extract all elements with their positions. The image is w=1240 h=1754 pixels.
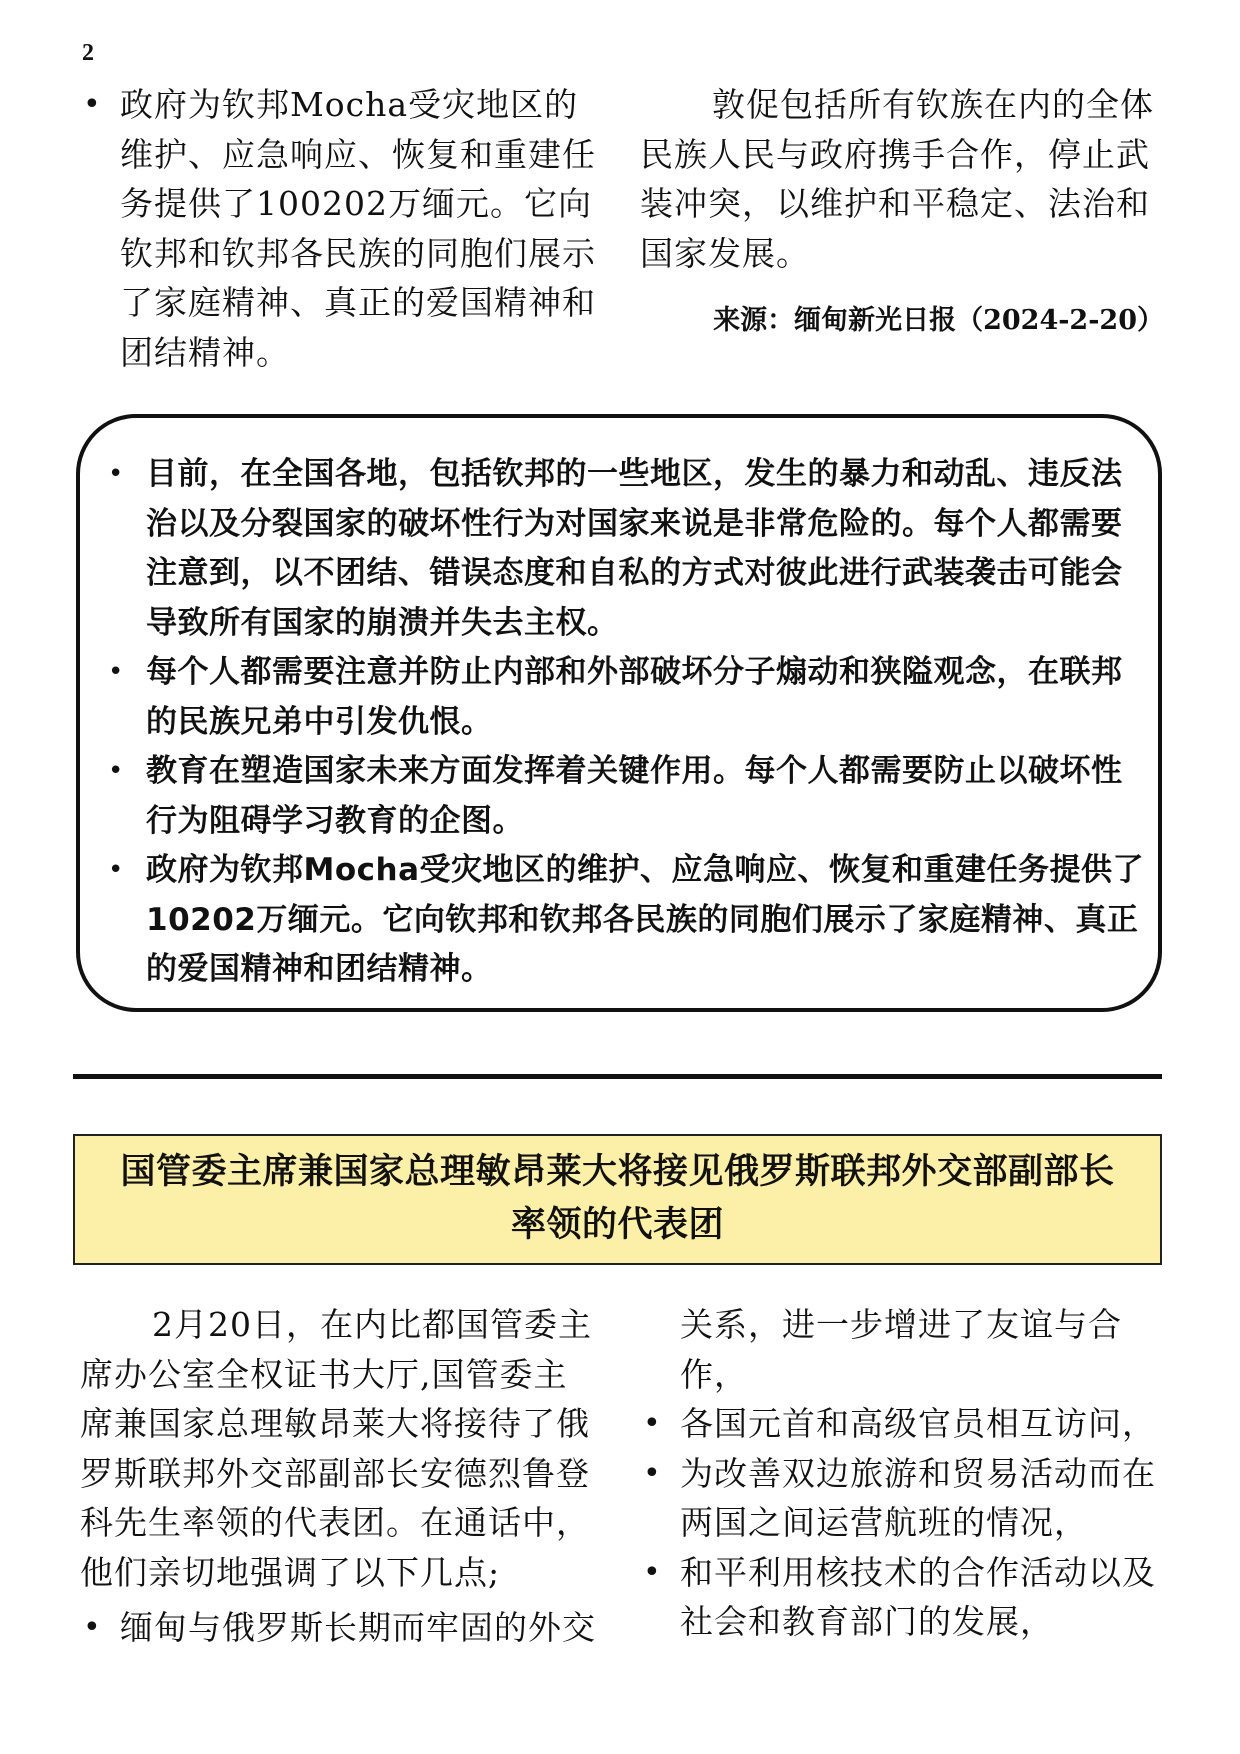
page-number: 2 — [82, 40, 94, 66]
headline-line-1: 国管委主席兼国家总理敏昂莱大将接见俄罗斯联邦外交部副部长 — [120, 1152, 1115, 1192]
bullet-icon: • — [108, 855, 124, 885]
source-citation: 来源：缅甸新光日报（2024-2-20） — [713, 305, 1164, 336]
top-left-column — [80, 80, 600, 377]
list-item — [80, 1603, 600, 1653]
bullet-icon: • — [108, 459, 124, 489]
bullet-icon: • — [83, 87, 102, 122]
headline-line-2: 率领的代表团 — [510, 1205, 724, 1245]
list-item — [104, 846, 1144, 995]
list-item-continuation: 关系，进一步增进了友谊与合作， — [680, 1305, 1122, 1394]
list-item — [104, 747, 1144, 846]
article-left-column — [80, 1300, 600, 1653]
list-item — [640, 1548, 1160, 1647]
bullet-icon: • — [643, 1554, 662, 1590]
list-item-text: 各国元首和高级官员相互访问， — [680, 1404, 1156, 1443]
list-item-text: 政府为钦邦Mocha受灾地区的维护、应急响应、恢复和重建任务提供了10202万缅元。它向钦邦和钦邦各民族的同胞们展示了家庭精神、真正的爱国精神和团结精神。 — [146, 852, 1145, 987]
bullet-icon: • — [108, 657, 124, 687]
list-item-text: 每个人都需要注意并防止内部和外部破坏分子煽动和狭隘观念，在联邦的民族兄弟中引发仇恨。 — [146, 654, 1123, 740]
list-item — [104, 450, 1144, 648]
list-item-text: 缅甸与俄罗斯长期而牢固的外交 — [120, 1608, 596, 1647]
bullet-icon: • — [83, 1610, 102, 1645]
list-item — [640, 1399, 1160, 1449]
list-item-text: 为改善双边旅游和贸易活动而在两国之间运营航班的情况， — [680, 1453, 1156, 1542]
summary-list — [104, 450, 1144, 995]
bullet-icon: • — [108, 756, 124, 786]
list-item — [80, 80, 600, 377]
bullet-icon: • — [643, 1406, 662, 1441]
article-right-column — [640, 1300, 1160, 1647]
section-divider — [73, 1074, 1162, 1079]
bullet-icon: • — [643, 1455, 662, 1491]
list-item-text: 教育在塑造国家未来方面发挥着关键作用。每个人都需要防止以破坏性行为阻碍学习教育的企图。 — [146, 753, 1123, 839]
paragraph: 敦促包括所有钦族在内的全体民族人民与政府携手合作，停止武装冲突，以维护和平稳定、法治和国家发展。 — [640, 85, 1154, 273]
list-item-text: 和平利用核技术的合作活动以及社会和教育部门的发展， — [680, 1552, 1156, 1641]
list-item-text: 政府为钦邦Mocha受灾地区的维护、应急响应、恢复和重建任务提供了100202万缅元。它向钦邦和钦邦各民族的同胞们展示了家庭精神、真正的爱国精神和团结精神。 — [120, 85, 596, 372]
top-right-column — [640, 80, 1160, 278]
list-item-text: 目前，在全国各地，包括钦邦的一些地区，发生的暴力和动乱、违反法治以及分裂国家的破坏性行为对国家来说是非常危险的。每个人都需要注意到，以不团结、错误态度和自私的方式对彼此进行武装袭击可能会导致所有国家的崩溃并失去主权。 — [146, 456, 1123, 641]
list-item — [104, 648, 1144, 747]
article-headline — [73, 1134, 1162, 1265]
article-intro: 2月20日，在内比都国管委主席办公室全权证书大厅,国管委主席兼国家总理敏昂莱大将接待了俄罗斯联邦外交部副部长安德烈鲁登科先生率领的代表团。在通话中，他们亲切地强调了以下几点; — [80, 1305, 592, 1592]
list-item — [640, 1449, 1160, 1548]
